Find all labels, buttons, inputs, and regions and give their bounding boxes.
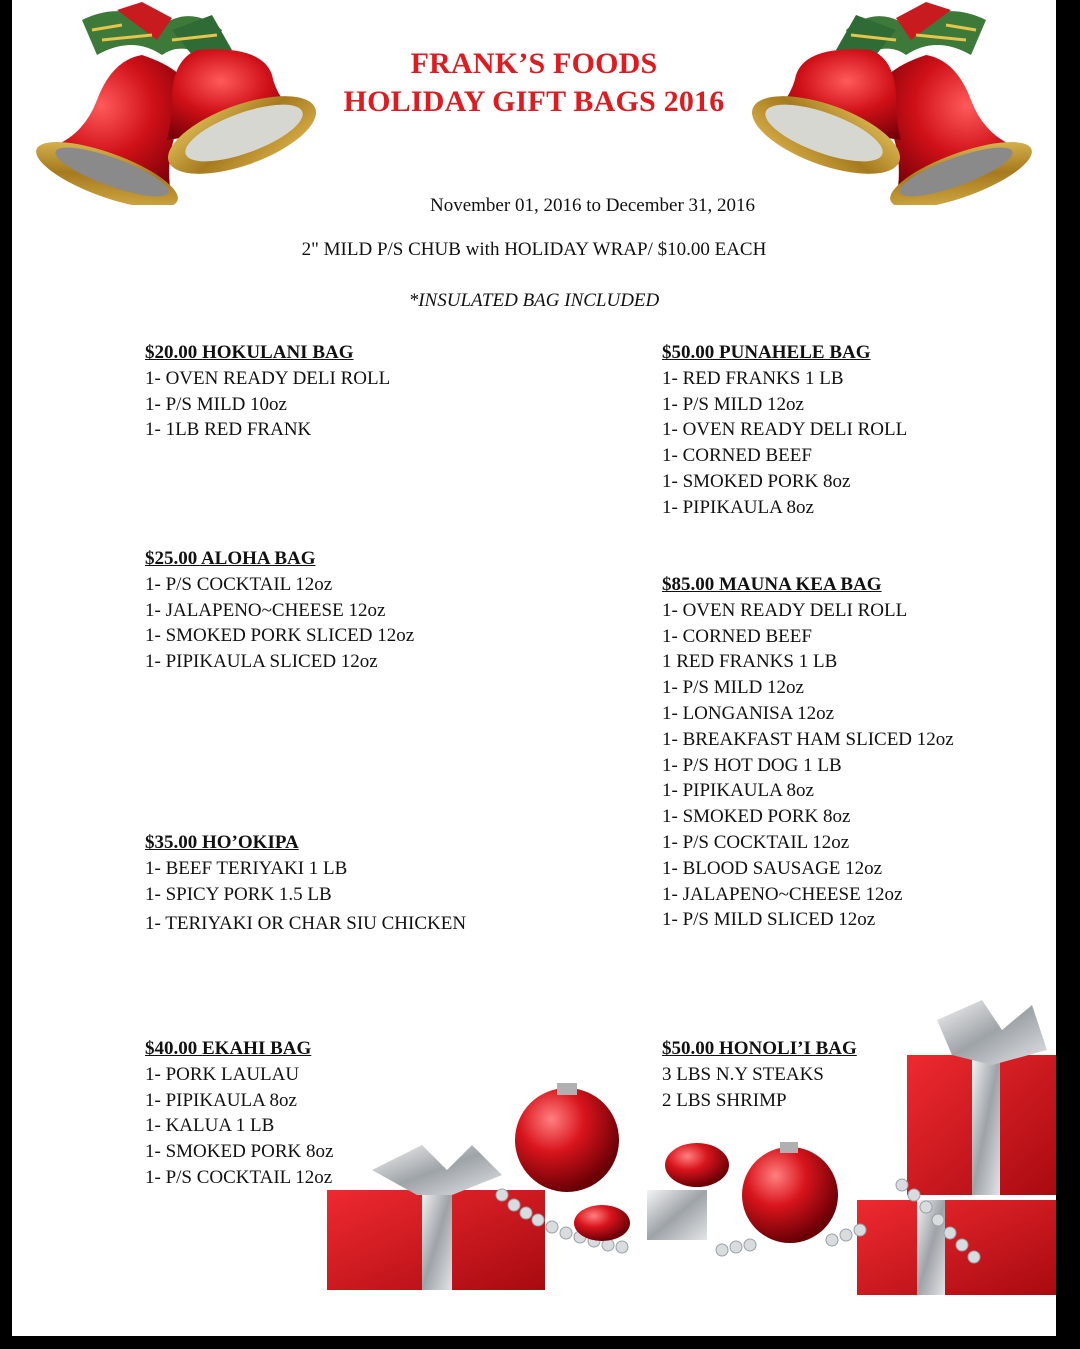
bag-mauna-kea xyxy=(662,572,954,933)
date-range: November 01, 2016 to December 31, 2016 xyxy=(430,195,756,216)
bag-item: 1- BREAKFAST HAM SLICED 12oz xyxy=(662,728,954,750)
bag-item: 1 RED FRANKS 1 LB xyxy=(662,651,838,673)
bag-item: 3 LBS N.Y STEAKS xyxy=(662,1063,824,1085)
bag-hokulani xyxy=(145,340,390,443)
bag-item: 1- SMOKED PORK 8oz xyxy=(662,806,851,828)
bag-title: $50.00 PUNAHELE BAG xyxy=(662,342,871,363)
bag-ekahi xyxy=(145,1036,333,1191)
bag-item: 1- PIPIKAULA 8oz xyxy=(145,1089,297,1111)
bag-honolii xyxy=(662,1036,857,1113)
bag-item: 1- PIPIKAULA SLICED 12oz xyxy=(145,651,378,673)
bag-item: 1- KALUA 1 LB xyxy=(145,1115,275,1137)
bag-item: 1- P/S MILD 12oz xyxy=(662,393,804,415)
bag-item: 1- OVEN READY DELI ROLL xyxy=(145,367,391,389)
bag-item: 1- PORK LAULAU xyxy=(145,1063,300,1085)
bag-item: 1- OVEN READY DELI ROLL xyxy=(662,599,908,621)
bag-item: 1- BEEF TERIYAKI 1 LB xyxy=(145,857,348,879)
page-title: FRANK’S FOODS xyxy=(410,47,658,80)
bag-hookipa xyxy=(145,830,466,937)
flyer-page xyxy=(12,0,1056,1336)
bag-item: 1- 1LB RED FRANK xyxy=(145,419,312,441)
bag-item: 1- CORNED BEEF xyxy=(662,625,812,647)
bag-aloha xyxy=(145,546,414,675)
insulated-bag-note: *INSULATED BAG INCLUDED xyxy=(408,290,660,311)
bag-item: 1- LONGANISA 12oz xyxy=(662,702,835,724)
bag-item: 1- SPICY PORK 1.5 LB xyxy=(145,883,332,905)
bag-item: 1- P/S COCKTAIL 12oz xyxy=(662,831,850,853)
bag-item: 1- P/S MILD 10oz xyxy=(145,393,287,415)
bag-item: 1- P/S MILD SLICED 12oz xyxy=(662,909,876,931)
bag-item: 1- SMOKED PORK 8oz xyxy=(662,470,851,492)
bag-item: 1- JALAPENO~CHEESE 12oz xyxy=(145,599,386,621)
bag-title: $85.00 MAUNA KEA BAG xyxy=(662,574,882,595)
bag-item: 1- P/S COCKTAIL 12oz xyxy=(145,573,333,595)
bag-item: 1- P/S HOT DOG 1 LB xyxy=(662,754,842,776)
bag-punahele xyxy=(662,340,907,521)
bag-item: 1- CORNED BEEF xyxy=(662,445,812,467)
bag-item: 2 LBS SHRIMP xyxy=(662,1089,787,1111)
bag-item: 1- P/S COCKTAIL 12oz xyxy=(145,1166,333,1188)
bag-title: $35.00 HO’OKIPA xyxy=(145,832,299,853)
bag-title: $50.00 HONOLI’I BAG xyxy=(662,1038,857,1059)
bag-item: 1- PIPIKAULA 8oz xyxy=(662,496,814,518)
bag-item: 1- PIPIKAULA 8oz xyxy=(662,780,814,802)
bag-item: 1- OVEN READY DELI ROLL xyxy=(662,419,908,441)
bag-item: 1- P/S MILD 12oz xyxy=(662,677,804,699)
bag-item: 1- JALAPENO~CHEESE 12oz xyxy=(662,883,903,905)
bag-item: 1- SMOKED PORK SLICED 12oz xyxy=(145,625,415,647)
bag-item: 1- RED FRANKS 1 LB xyxy=(662,367,844,389)
bag-title: $20.00 HOKULANI BAG xyxy=(145,342,354,363)
bag-title: $40.00 EKAHI BAG xyxy=(145,1038,312,1059)
bag-item: 1- BLOOD SAUSAGE 12oz xyxy=(662,857,883,879)
bag-item: 1- TERIYAKI OR CHAR SIU CHICKEN xyxy=(145,913,467,935)
bag-item: 1- SMOKED PORK 8oz xyxy=(145,1141,334,1163)
chub-offer: 2" MILD P/S CHUB with HOLIDAY WRAP/ $10.00 EACH xyxy=(301,239,767,260)
bag-title: $25.00 ALOHA BAG xyxy=(145,548,316,569)
page-subtitle: HOLIDAY GIFT BAGS 2016 xyxy=(343,85,725,118)
